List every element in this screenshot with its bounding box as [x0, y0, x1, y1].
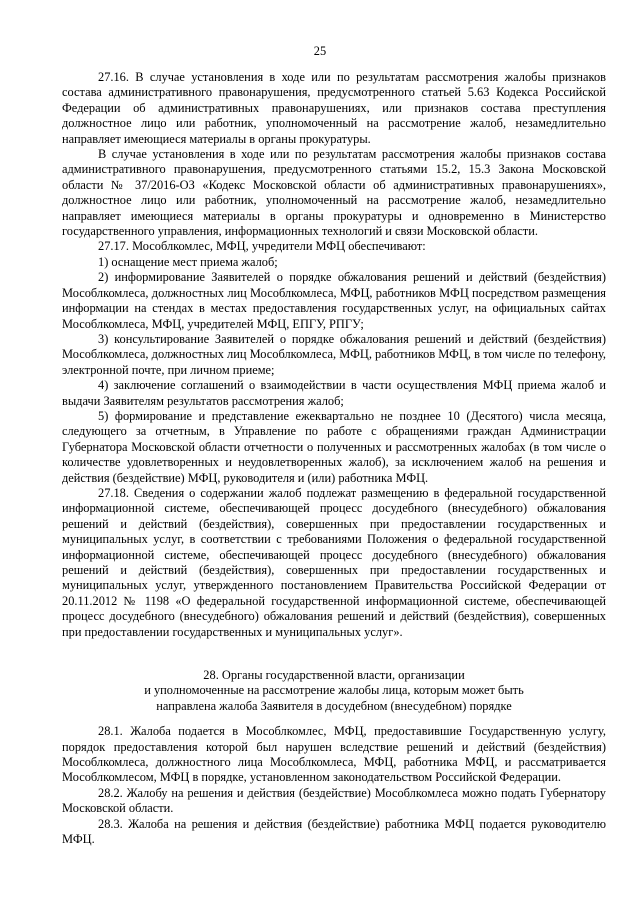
- section-heading-line: и уполномоченные на рассмотрение жалобы лица, которым может быть: [144, 683, 524, 698]
- page-number: 25: [313, 44, 327, 58]
- list-item-3: 3) консультирование Заявителей о порядке обжалования решений и действий (бездействия) Мособлкомлеса, должностных лиц Мособлкомлеса, МФЦ, работников МФЦ, в том числе по телефону, электронной почте, при личном приеме;: [62, 331, 606, 377]
- section-heading-28: [62, 668, 606, 714]
- list-item-5: 5) формирование и представление ежеквартально не позднее 10 (Десятого) числа месяца, следующего за отчетным, в Управление по работе с обращениями граждан Администрации Губернатора Московской области отчетности о полученных и рассмотренных жалобах (в том числе о количестве удовлетворенных и неудовлетворенных жалоб), за исключением жалоб на решения и действия (бездействие) МФЦ, руководителя и (или) работника МФЦ.: [62, 408, 606, 485]
- paragraph-27-18: 27.18. Сведения о содержании жалоб подлежат размещению в федеральной государственной информационной системе, обеспечивающей процесс досудебного (внесудебного) обжалования решений и действий (бездействия), совершенных при предоставлении государственных и муниципальных услуг, в соответствии с требованиями Положения о федеральной государственной информационной системе, обеспечивающей процесс досудебного (внесудебного) обжалования решений и действий (бездействия), совершенных при предоставлении государственных и муниципальных услуг, утвержденного постановлением Правительства Российской Федерации от 20.11.2012 № 1198 «О федеральной государственной информационной системе, обеспечивающей процесс досудебного (внесудебного) обжалования решений и действий (бездействия), совершенных при предоставлении государственных и муниципальных услуг».: [62, 485, 606, 639]
- paragraph-28-2: 28.2. Жалобу на решения и действия (бездействие) Мособлкомлеса можно подать Губернатору Московской области.: [62, 785, 606, 816]
- list-item-2: 2) информирование Заявителей о порядке обжалования решений и действий (бездействия) Мособлкомлеса, должностных лиц Мособлкомлеса, МФЦ, работников МФЦ посредством размещения информации на стендах в местах предоставления государственных услуг, на официальных сайтах Мособлкомлеса, МФЦ, учредителей МФЦ, ЕПГУ, РПГУ;: [62, 270, 606, 331]
- paragraph-27-16-continued: В случае установления в ходе или по результатам рассмотрения жалобы признаков состава административного правонарушения, предусмотренного статьями 15.2, 15.3 Закона Московской области № 37/2016-ОЗ «Кодекс Московской области об административных правонарушениях», должностное лицо или работник, уполномоченный на рассмотрение жалоб, незамедлительно направляет имеющиеся материалы в органы прокуратуры и одновременно в Министерство государственного управления, информационных технологий и связи Московской области.: [62, 147, 606, 239]
- list-item-4: 4) заключение соглашений о взаимодействии в части осуществления МФЦ приема жалоб и выдачи Заявителям результатов рассмотрения жалоб;: [62, 378, 606, 408]
- paragraph-27-16: 27.16. В случае установления в ходе или по результатам рассмотрения жалобы признаков состава административного правонарушения, предусмотренного статьей 5.63 Кодекса Российской Федерации об административных правонарушениях, или признаков состава преступления должностное лицо или работник, уполномоченный на рассмотрение жалоб, незамедлительно направляет имеющиеся материалы в органы прокуратуры.: [62, 70, 606, 146]
- paragraph-28-1: 28.1. Жалоба подается в Мособлкомлес, МФЦ, предоставившие Государственную услугу, порядок предоставления которой был нарушен вследствие решений и действий (бездействия) Мособлкомлеса, должностного лица Мособлкомлеса, МФЦ, работника МФЦ, и рассматривается Мособлкомлесом, МФЦ в порядке, установленном законодательством Российской Федерации.: [62, 724, 606, 785]
- section-heading-line: 28. Органы государственной власти, организации: [203, 668, 465, 683]
- paragraph-27-17: 27.17. Мособлкомлес, МФЦ, учредители МФЦ обеспечивают:: [98, 239, 426, 254]
- document-body: [62, 70, 606, 848]
- list-item-1: 1) оснащение мест приема жалоб;: [98, 254, 278, 269]
- paragraph-28-3: 28.3. Жалоба на решения и действия (бездействие) работника МФЦ подается руководителю МФЦ.: [62, 816, 606, 847]
- section-heading-line: направлена жалоба Заявителя в досудебном (внесудебном) порядке: [156, 698, 512, 713]
